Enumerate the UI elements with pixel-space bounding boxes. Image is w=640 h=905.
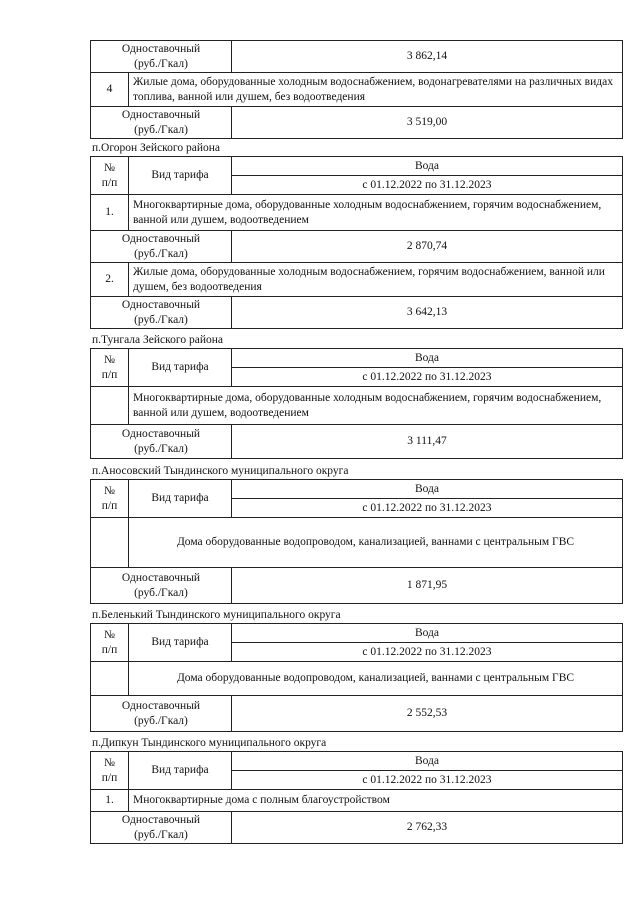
water-header: Вода — [232, 480, 623, 499]
table-header-row — [91, 480, 623, 499]
table-row — [91, 662, 623, 696]
housing-description: Многоквартирные дома с полным благоустройством — [129, 790, 623, 812]
number-header: № п/п — [91, 157, 129, 195]
tariff-type-cell: Одноставочный (руб./Гкал) — [91, 425, 232, 459]
period-header: с 01.12.2022 по 31.12.2023 — [232, 368, 623, 387]
housing-description: Жилые дома, оборудованные холодным водоснабжением, водонагревателями на различных видах топлива, ванной или душем, без водоотведения — [129, 73, 623, 107]
tariff-value: 2 870,74 — [232, 231, 623, 263]
table-header-row — [91, 752, 623, 771]
table-row — [91, 41, 623, 73]
housing-description: Дома оборудованные водопроводом, канализацией, ваннами с центральным ГВС — [129, 662, 623, 696]
tariff-type-cell: Одноставочный (руб./Гкал) — [91, 231, 232, 263]
tariff-table — [90, 751, 623, 844]
table-row — [91, 297, 623, 329]
tariff-type-cell — [91, 41, 232, 73]
table-row — [91, 387, 623, 425]
tariff-type-header: Вид тарифа — [129, 752, 232, 790]
tariff-type-header: Вид тарифа — [129, 157, 232, 195]
tariff-table-continuation — [90, 40, 623, 139]
tariff-value: 3 111,47 — [232, 425, 623, 459]
number-header: № п/п — [91, 349, 129, 387]
row-number — [91, 387, 129, 425]
tariff-type-header: Вид тарифа — [129, 624, 232, 662]
housing-description: Многоквартирные дома, оборудованные холодным водоснабжением, горячим водоснабжением, ванной или душем, водоотведением — [129, 387, 623, 425]
table-row — [91, 231, 623, 263]
table-row — [91, 790, 623, 812]
water-header: Вода — [232, 624, 623, 643]
unit-label: (руб./Гкал) — [134, 57, 188, 70]
period-header: с 01.12.2022 по 31.12.2023 — [232, 176, 623, 195]
section-title: п.Дипкун Тындинского муниципального округа — [92, 737, 327, 749]
period-header: с 01.12.2022 по 31.12.2023 — [232, 499, 623, 518]
water-header: Вода — [232, 157, 623, 176]
tariff-table — [90, 479, 623, 604]
tariff-table — [90, 623, 623, 732]
tariff-type-cell: Одноставочный (руб./Гкал) — [91, 297, 232, 329]
tariff-value: 3 642,13 — [232, 297, 623, 329]
row-number — [91, 662, 129, 696]
tariff-type-cell — [91, 107, 232, 139]
tariff-value: 3 519,00 — [232, 107, 623, 139]
number-header: № п/п — [91, 480, 129, 518]
row-number: 1. — [91, 790, 129, 812]
tariff-type-cell: Одноставочный (руб./Гкал) — [91, 568, 232, 604]
tariff-table — [90, 156, 623, 329]
row-number: 1. — [91, 195, 129, 231]
unit-label: (руб./Гкал) — [134, 123, 188, 136]
table-header-row — [91, 349, 623, 368]
tariff-type-cell: Одноставочный (руб./Гкал) — [91, 812, 232, 844]
tariff-value: 3 862,14 — [232, 41, 623, 73]
table-row — [91, 425, 623, 459]
table-row — [91, 263, 623, 297]
housing-description: Дома оборудованные водопроводом, канализацией, ваннами с центральным ГВС — [129, 518, 623, 568]
table-row — [91, 107, 623, 139]
tariff-value: 2 762,33 — [232, 812, 623, 844]
table-header-row — [91, 157, 623, 176]
tariff-table — [90, 348, 623, 459]
section-title: п.Аносовский Тындинского муниципального округа — [92, 465, 349, 477]
unit-label: Одноставочный — [121, 42, 201, 55]
section-title: п.Огорон Зейского района — [92, 142, 220, 154]
number-header: № п/п — [91, 752, 129, 790]
water-header: Вода — [232, 349, 623, 368]
tariff-value: 1 871,95 — [232, 568, 623, 604]
table-row — [91, 568, 623, 604]
tariff-type-cell: Одноставочный (руб./Гкал) — [91, 696, 232, 732]
water-header: Вода — [232, 752, 623, 771]
table-header-row — [91, 624, 623, 643]
housing-description: Многоквартирные дома, оборудованные холодным водоснабжением, горячим водоснабжением, ванной или душем, водоотведением — [129, 195, 623, 231]
row-number: 2. — [91, 263, 129, 297]
table-row — [91, 696, 623, 732]
period-header: с 01.12.2022 по 31.12.2023 — [232, 643, 623, 662]
table-row — [91, 518, 623, 568]
table-row — [91, 812, 623, 844]
period-header: с 01.12.2022 по 31.12.2023 — [232, 771, 623, 790]
tariff-type-header: Вид тарифа — [129, 349, 232, 387]
table-row — [91, 195, 623, 231]
row-number: 4 — [91, 73, 129, 107]
number-header: № п/п — [91, 624, 129, 662]
tariff-value: 2 552,53 — [232, 696, 623, 732]
tariff-type-header: Вид тарифа — [129, 480, 232, 518]
section-title: п.Тунгала Зейского района — [92, 334, 223, 346]
table-row — [91, 73, 623, 107]
housing-description: Жилые дома, оборудованные холодным водоснабжением, горячим водоснабжением, ванной или душем, без водоотведения — [129, 263, 623, 297]
row-number — [91, 518, 129, 568]
unit-label: Одноставочный — [121, 108, 201, 121]
section-title: п.Беленький Тындинского муниципального округа — [92, 609, 341, 621]
